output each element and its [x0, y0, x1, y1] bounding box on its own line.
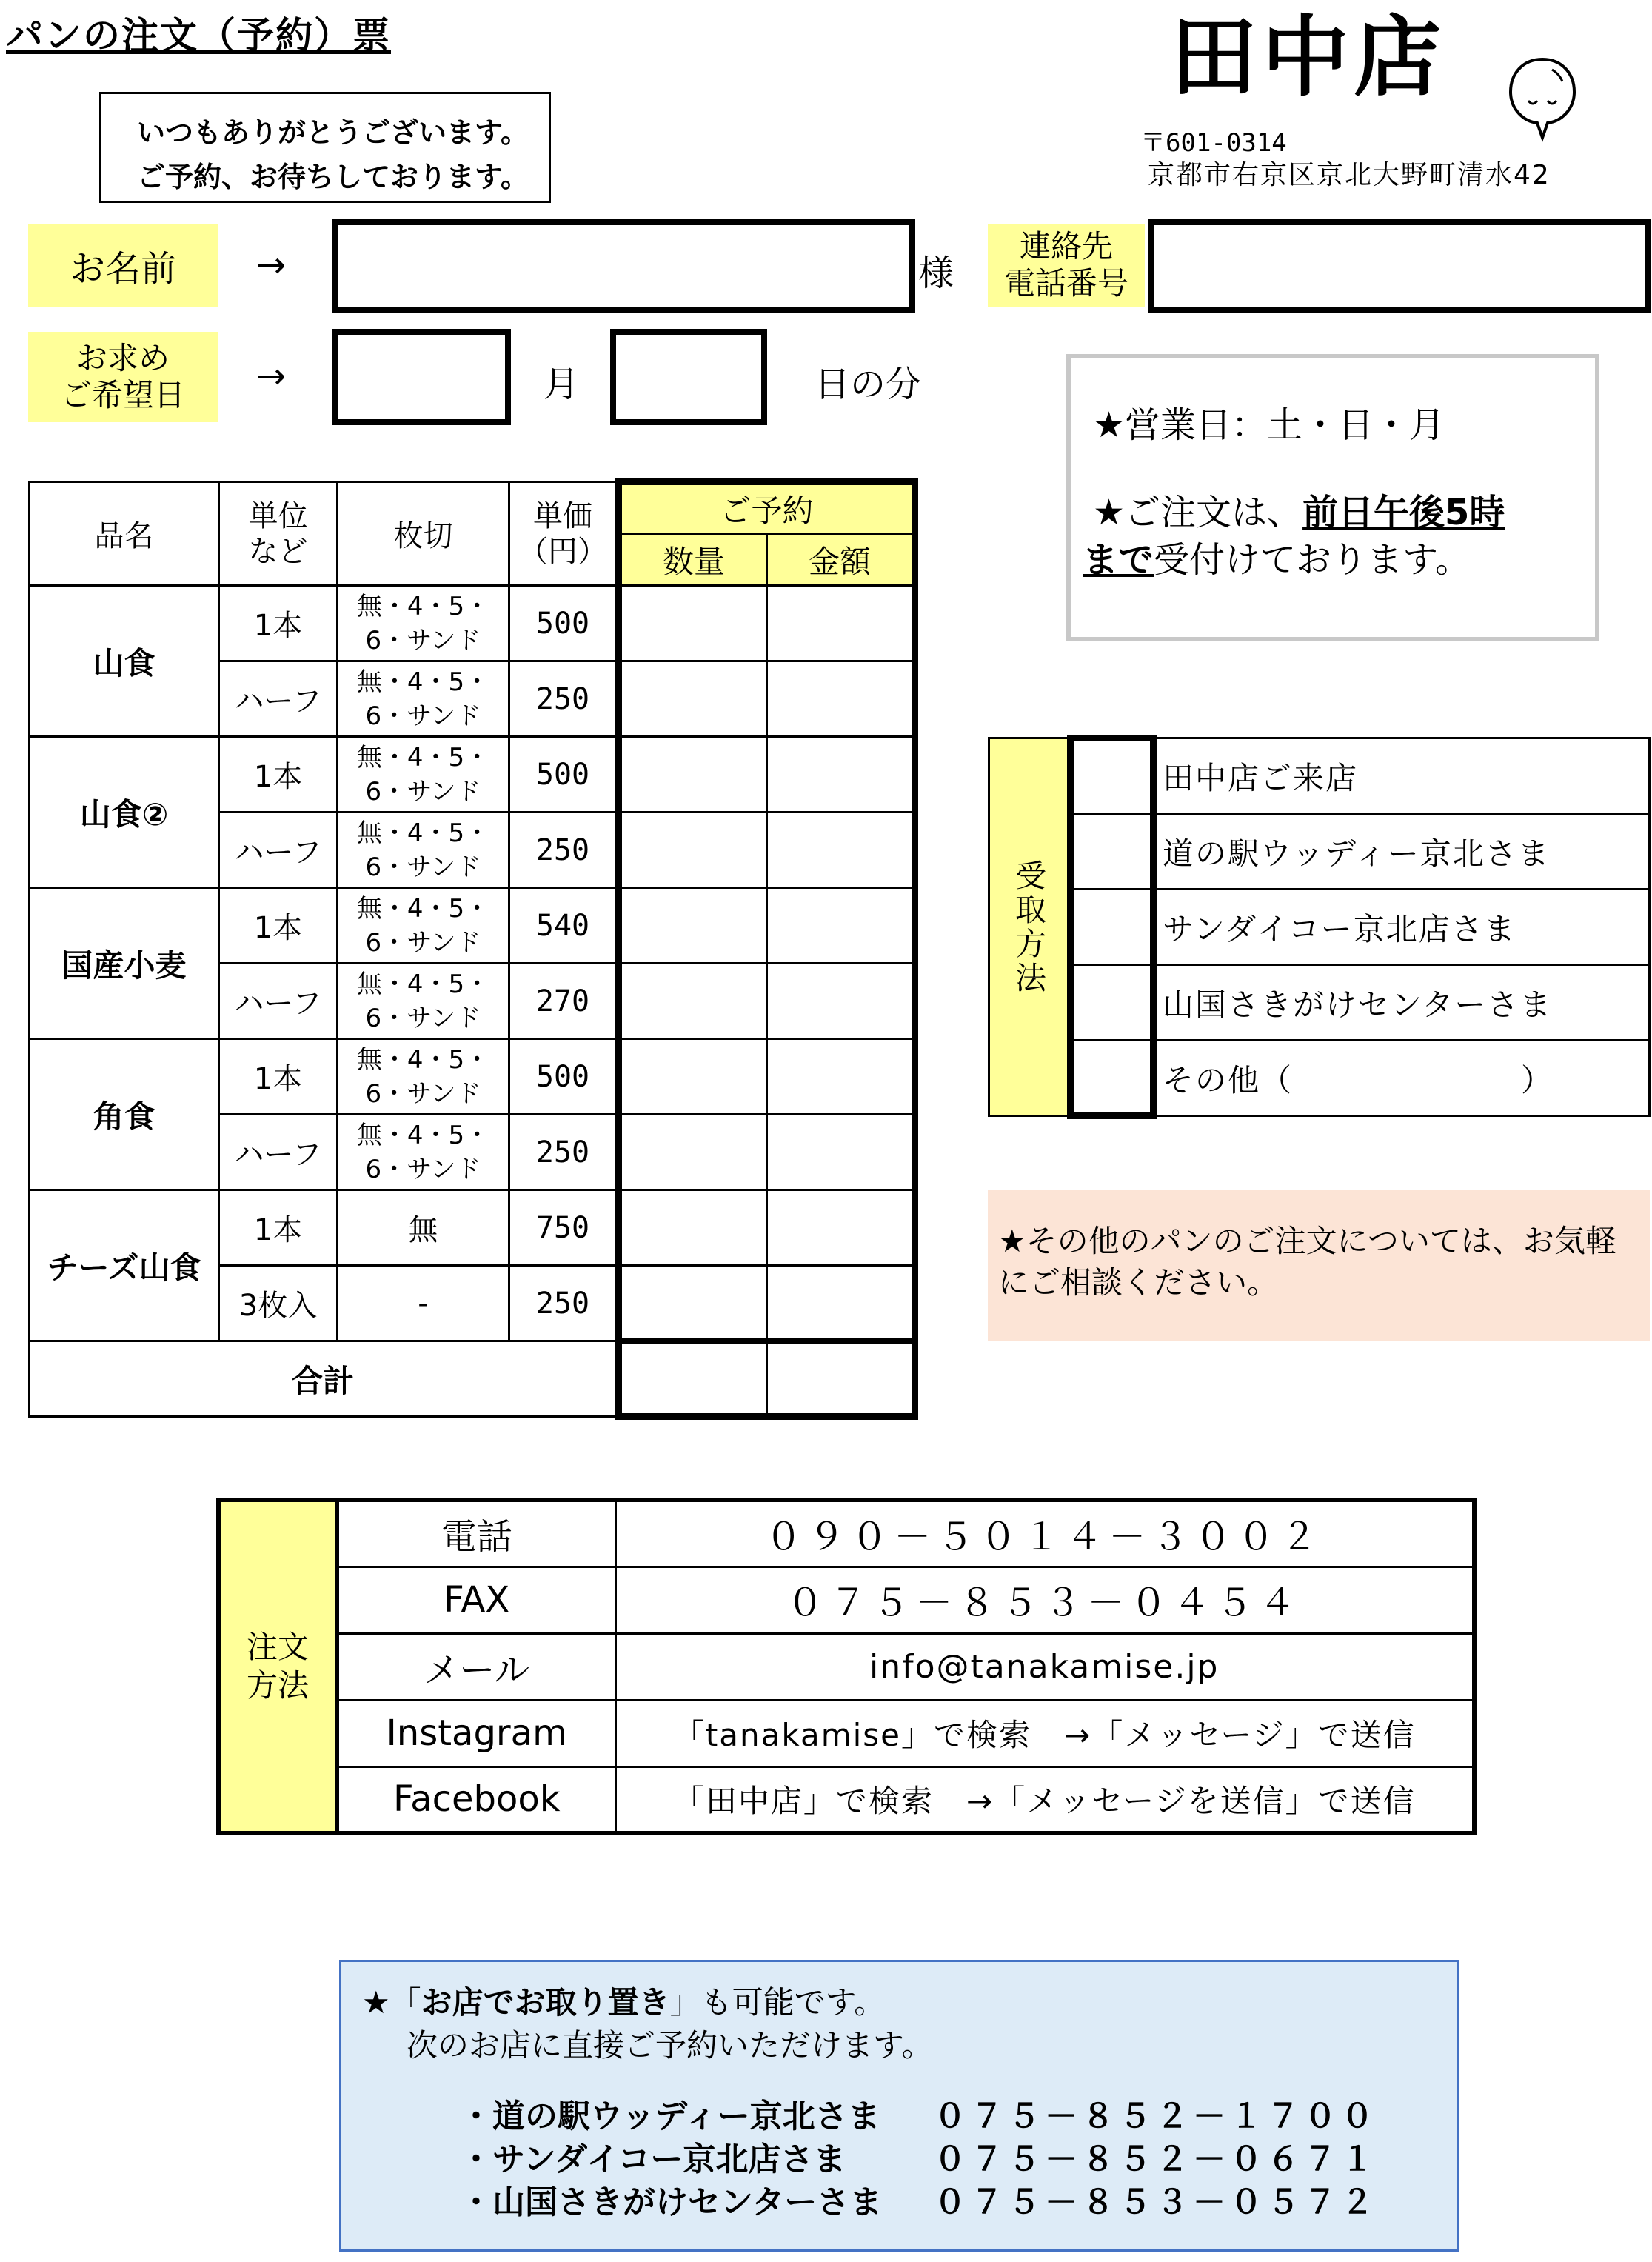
slice-line1: 無・4・5・: [356, 742, 490, 773]
header-unit: [219, 482, 338, 586]
table-row: [218, 1766, 1474, 1833]
page-title: パンの注文（予約）票: [6, 14, 391, 57]
list-item: [989, 890, 1650, 965]
greeting-box: [99, 92, 551, 203]
day-input[interactable]: [610, 329, 767, 425]
slice-line2: 6・サンド: [365, 1078, 481, 1109]
store-hold-prefix: ★「: [362, 1984, 421, 2021]
price-cell: 250: [509, 661, 619, 737]
deadline-until: まで: [1083, 539, 1154, 581]
store-hold-suffix: 」も可能です。: [669, 1984, 886, 2021]
pickup-label-text: 受取方法: [1011, 858, 1047, 995]
amount-input-cell[interactable]: [767, 964, 915, 1039]
table-row: [218, 1700, 1474, 1766]
contact-label-line2: 電話番号: [1003, 265, 1128, 301]
store-hold-line2: 次のお店に直接ご予約いただけます。: [407, 2027, 933, 2064]
order-table: [28, 478, 918, 1420]
slice-cell: [338, 1115, 509, 1190]
header-qty: 数量: [619, 534, 767, 586]
other-bread-note: ★その他のパンのご注文については、お気軽にご相談ください。: [988, 1190, 1650, 1341]
amount-input-cell[interactable]: [767, 661, 915, 737]
total-amount-cell[interactable]: [767, 1341, 915, 1417]
price-cell: 500: [509, 1039, 619, 1115]
pickup-checkbox[interactable]: [1071, 814, 1154, 890]
store-hold-bold: お店でお取り置き: [421, 1984, 670, 2021]
table-row: [218, 1500, 1474, 1567]
shop-name: 田中店: [1170, 6, 1446, 108]
pickup-table: [988, 735, 1651, 1119]
method-value: 「tanakamise」で検索 →「メッセージ」で送信: [615, 1700, 1474, 1766]
pickup-checkbox[interactable]: [1071, 1041, 1154, 1116]
list-item: [989, 965, 1650, 1041]
method-value: 「田中店」で検索 →「メッセージを送信」で送信: [615, 1766, 1474, 1833]
postal-code: 〒601-0314: [1140, 128, 1287, 158]
deadline-time: 前日午後5時: [1302, 492, 1505, 533]
total-label: 合計: [30, 1341, 619, 1417]
date-label: [28, 332, 218, 422]
slice-line1: 無・4・5・: [356, 1120, 490, 1150]
phone-input[interactable]: [1148, 219, 1651, 313]
qty-input-cell[interactable]: [619, 586, 767, 661]
list-item: [989, 1041, 1650, 1116]
slice-line1: 無・4・5・: [356, 818, 490, 848]
unit-cell: 1本: [219, 888, 338, 964]
price-cell: 500: [509, 586, 619, 661]
pickup-checkbox[interactable]: [1071, 965, 1154, 1041]
slice-line1: 無・4・5・: [356, 591, 490, 621]
month-input[interactable]: [332, 329, 511, 425]
list-item: [989, 738, 1650, 814]
amount-input-cell[interactable]: [767, 586, 915, 661]
slice-line2: 6・サンド: [365, 852, 481, 882]
method-type: Instagram: [337, 1700, 615, 1766]
mascot-icon: [1508, 55, 1577, 144]
slice-cell: [338, 737, 509, 813]
unit-cell: ハーフ: [219, 1115, 338, 1190]
header-price-line1: 単価: [533, 498, 592, 533]
header-slice: 枚切: [338, 482, 509, 586]
table-row: [30, 737, 915, 813]
name-arrow: →: [256, 244, 287, 286]
unit-cell: 1本: [219, 1039, 338, 1115]
amount-input-cell[interactable]: [767, 813, 915, 888]
header-price: [509, 482, 619, 586]
slice-line1: 無・4・5・: [356, 667, 490, 697]
business-info-box: [1066, 354, 1599, 641]
price-cell: 540: [509, 888, 619, 964]
slice-cell: [338, 964, 509, 1039]
store-list: [460, 2095, 1378, 2224]
price-cell: 250: [509, 813, 619, 888]
table-row: [30, 1190, 915, 1266]
qty-input-cell[interactable]: [619, 1190, 767, 1266]
qty-input-cell[interactable]: [619, 888, 767, 964]
product-name: チーズ山食: [30, 1190, 219, 1341]
price-cell: 500: [509, 737, 619, 813]
unit-cell: ハーフ: [219, 813, 338, 888]
slice-line2: 6・サンド: [365, 1003, 481, 1033]
date-label-line2: ご希望日: [60, 377, 185, 413]
slice-cell: [338, 888, 509, 964]
amount-input-cell[interactable]: [767, 1266, 915, 1341]
slice-cell: [338, 661, 509, 737]
greeting-line2: ご予約、お待ちしております。: [137, 161, 529, 193]
store-phone: ０７５－８５３－０５７２: [934, 2183, 1378, 2221]
unit-cell: ハーフ: [219, 661, 338, 737]
table-row: [218, 1633, 1474, 1700]
method-type: FAX: [337, 1567, 615, 1633]
pickup-option-label: 道の駅ウッディー京北さま: [1154, 814, 1650, 890]
slice-cell: [338, 586, 509, 661]
qty-input-cell[interactable]: [619, 1266, 767, 1341]
store-phone: ０７５－８５２－０６７１: [934, 2141, 1378, 2178]
shop-address: 京都市右京区京北大野町清水42: [1148, 160, 1551, 190]
qty-input-cell[interactable]: [619, 1115, 767, 1190]
slice-line2: 6・サンド: [365, 701, 481, 731]
slice-line2: 6・サンド: [365, 776, 481, 807]
pickup-option-label: 田中店ご来店: [1154, 738, 1650, 814]
pickup-label: [989, 738, 1071, 1116]
list-item: [460, 2138, 1378, 2181]
deadline-prefix: ★ご注文は、: [1093, 492, 1303, 533]
price-cell: 250: [509, 1266, 619, 1341]
unit-cell: 3枚入: [219, 1266, 338, 1341]
amount-input-cell[interactable]: [767, 1115, 915, 1190]
pickup-checkbox[interactable]: [1071, 738, 1154, 814]
header-name: 品名: [30, 482, 219, 586]
unit-cell: 1本: [219, 1190, 338, 1266]
header-reserve: ご予約: [619, 482, 915, 534]
store-hold-box: [339, 1960, 1459, 2252]
month-label: 月: [544, 364, 580, 405]
order-method-table: [216, 1498, 1477, 1835]
store-phone: ０７５－８５２－１７００: [934, 2098, 1378, 2135]
order-method-label-line2: 方法: [246, 1667, 309, 1704]
product-name: 山食: [30, 586, 219, 737]
price-cell: 270: [509, 964, 619, 1039]
deadline-suffix: 受付けております。: [1154, 539, 1471, 581]
business-days: ★営業日：土・日・月: [1093, 404, 1445, 446]
product-name: 国産小麦: [30, 888, 219, 1039]
amount-input-cell[interactable]: [767, 1190, 915, 1266]
method-type: Facebook: [337, 1766, 615, 1833]
name-label: お名前: [28, 224, 218, 307]
header-unit-line1: 単位: [248, 498, 308, 533]
slice-cell: [338, 1039, 509, 1115]
slice-cell: -: [338, 1266, 509, 1341]
table-row: [30, 586, 915, 661]
date-label-line1: お求め: [76, 340, 170, 376]
list-item: [460, 2095, 1378, 2138]
store-name: ・山国さきがけセンターさま: [460, 2183, 883, 2221]
price-cell: 750: [509, 1190, 619, 1266]
header-amount: 金額: [767, 534, 915, 586]
slice-cell: 無: [338, 1190, 509, 1266]
unit-cell: 1本: [219, 586, 338, 661]
qty-input-cell[interactable]: [619, 964, 767, 1039]
product-name: 角食: [30, 1039, 219, 1190]
store-name: ・サンダイコー京北店さま: [460, 2141, 846, 2178]
price-cell: 250: [509, 1115, 619, 1190]
qty-input-cell[interactable]: [619, 1039, 767, 1115]
method-value[interactable]: info@tanakamise.jp: [615, 1633, 1474, 1700]
amount-input-cell[interactable]: [767, 888, 915, 964]
header-unit-line2: など: [248, 534, 308, 569]
list-item: [989, 814, 1650, 890]
qty-input-cell[interactable]: [619, 661, 767, 737]
method-type: メール: [337, 1633, 615, 1700]
contact-label-line1: 連絡先: [1019, 228, 1113, 264]
name-input[interactable]: [332, 219, 915, 313]
pickup-option-label: サンダイコー京北店さま: [1154, 890, 1650, 965]
product-name: 山食②: [30, 737, 219, 888]
qty-input-cell[interactable]: [619, 813, 767, 888]
header-price-line2: （円）: [518, 534, 607, 569]
table-row: [30, 1039, 915, 1115]
honorific-label: 様: [918, 253, 954, 294]
order-method-label-line1: 注文: [246, 1629, 309, 1665]
pickup-checkbox[interactable]: [1071, 890, 1154, 965]
unit-cell: ハーフ: [219, 964, 338, 1039]
pickup-option-label: 山国さきがけセンターさま: [1154, 965, 1650, 1041]
method-type: 電話: [337, 1500, 615, 1567]
day-label: 日の分: [815, 364, 922, 405]
method-value: ０７５－８５３－０４５４: [615, 1567, 1474, 1633]
store-hold-line1: [362, 1978, 885, 2023]
list-item: [460, 2181, 1378, 2224]
total-qty-cell[interactable]: [619, 1341, 767, 1417]
order-deadline: [1083, 489, 1595, 584]
table-row: [218, 1567, 1474, 1633]
slice-line1: 無・4・5・: [356, 969, 490, 999]
amount-input-cell[interactable]: [767, 1039, 915, 1115]
greeting-line1: いつもありがとうございます。: [137, 116, 529, 149]
slice-line2: 6・サンド: [365, 625, 481, 655]
date-arrow: →: [256, 356, 287, 397]
unit-cell: 1本: [219, 737, 338, 813]
pickup-option-label: その他（ ）: [1154, 1041, 1650, 1116]
slice-line2: 6・サンド: [365, 927, 481, 958]
slice-line1: 無・4・5・: [356, 893, 490, 924]
slice-line2: 6・サンド: [365, 1154, 481, 1184]
qty-input-cell[interactable]: [619, 737, 767, 813]
method-value: ０９０－５０１４－３００２: [615, 1500, 1474, 1567]
slice-cell: [338, 813, 509, 888]
store-name: ・道の駅ウッディー京北さま: [460, 2098, 880, 2135]
amount-input-cell[interactable]: [767, 737, 915, 813]
table-row: [30, 888, 915, 964]
order-method-label: [218, 1500, 337, 1833]
slice-line1: 無・4・5・: [356, 1044, 490, 1075]
contact-label: [988, 224, 1145, 307]
